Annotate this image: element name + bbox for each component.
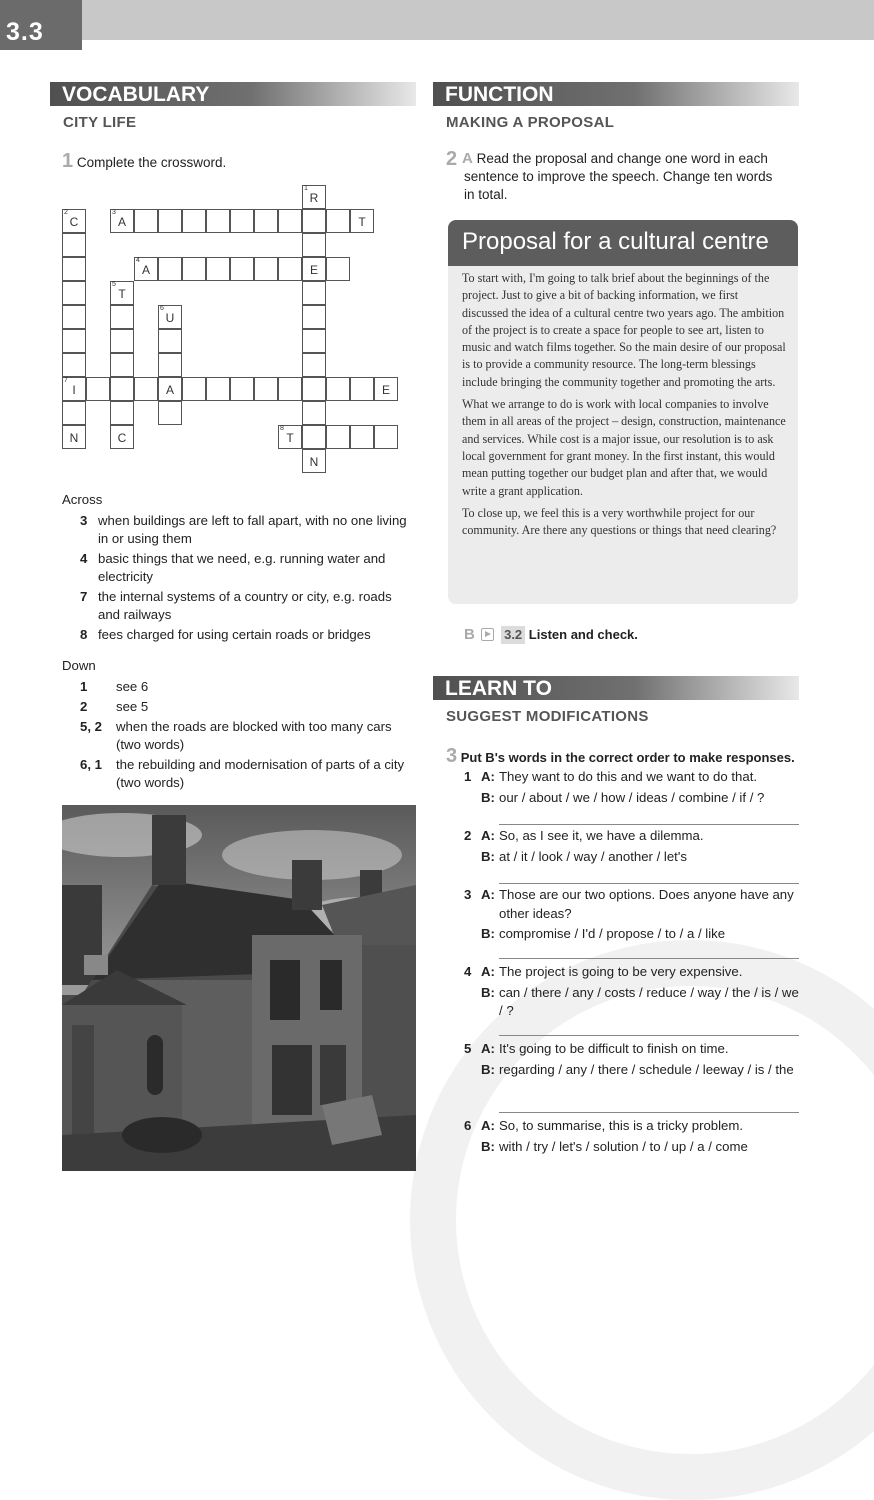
answer-line[interactable] xyxy=(499,1035,799,1036)
crossword-cell[interactable] xyxy=(62,209,86,233)
crossword-cell[interactable] xyxy=(158,209,182,233)
crossword-cell[interactable] xyxy=(302,425,326,449)
item-number: 2 xyxy=(464,828,472,843)
given-letter: A xyxy=(165,383,174,397)
item-number: 3 xyxy=(464,887,472,902)
crossword-cell[interactable] xyxy=(302,257,326,281)
across-clue xyxy=(62,550,412,586)
proposal-paragraph: To close up, we feel this is a very worthwhile project for our community. Are there any questions or things that need clearing? xyxy=(462,505,777,538)
crossword-cell[interactable] xyxy=(230,209,254,233)
crossword-cell[interactable] xyxy=(254,377,278,401)
speaker-a-line xyxy=(464,886,804,923)
crossword-cell[interactable] xyxy=(62,401,86,425)
speaker-a-text: So, as I see it, we have a dilemma. xyxy=(499,828,704,843)
crossword-cell[interactable] xyxy=(278,377,302,401)
answer-line[interactable] xyxy=(499,824,799,825)
speaker-b-words: can / there / any / costs / reduce / way / the / is / we / ? xyxy=(499,984,799,1018)
crossword-cell[interactable] xyxy=(110,401,134,425)
crossword-cell[interactable] xyxy=(230,257,254,281)
across-clues xyxy=(62,491,412,646)
crossword-cell[interactable] xyxy=(134,377,158,401)
given-letter: T xyxy=(358,215,366,229)
crossword-cell[interactable] xyxy=(254,257,278,281)
crossword-cell[interactable] xyxy=(62,281,86,305)
clue-number: 8 xyxy=(280,425,284,432)
speaker-a-label: A: xyxy=(481,1041,495,1056)
crossword-cell[interactable] xyxy=(302,185,326,209)
speaker-a-text: So, to summarise, this is a tricky problem. xyxy=(499,1118,744,1133)
vocabulary-subheading: CITY LIFE xyxy=(63,114,137,131)
crossword-cell[interactable] xyxy=(110,377,134,401)
crossword-cell[interactable] xyxy=(206,257,230,281)
audio-track-number: 3.2 xyxy=(501,626,525,644)
speaker-a-label: A: xyxy=(481,769,495,784)
speaker-b-label: B: xyxy=(481,984,495,1000)
crossword-cell[interactable] xyxy=(326,377,350,401)
clue-text: basic things that we need, e.g. running water and electricity xyxy=(98,551,386,584)
speaker-a-text: It's going to be difficult to finish on time. xyxy=(499,1041,729,1056)
speaker-b-words: with / try / let's / solution / to / up / a / come xyxy=(499,1138,748,1154)
crossword-cell[interactable] xyxy=(254,209,278,233)
given-letter: A xyxy=(141,263,150,277)
play-audio-icon[interactable] xyxy=(481,628,494,641)
crossword-cell[interactable] xyxy=(182,257,206,281)
crossword-cell[interactable] xyxy=(302,209,326,233)
exercise-number: 2 xyxy=(446,148,458,170)
clue-number: 3 xyxy=(80,513,88,528)
instruction-text: Complete the crossword. xyxy=(76,155,227,170)
speaker-a-line xyxy=(464,963,804,982)
crossword-cell[interactable] xyxy=(62,305,86,329)
speaker-a-text: Those are our two options. Does anyone have any other ideas? xyxy=(499,887,794,921)
dialogue-item xyxy=(464,827,804,866)
crossword-cell[interactable] xyxy=(302,377,326,401)
clue-text: fees charged for using certain roads or bridges xyxy=(98,627,371,642)
answer-line[interactable] xyxy=(499,958,799,959)
given-letter: I xyxy=(72,383,76,397)
vocabulary-heading: VOCABULARY xyxy=(50,82,416,106)
clue-number: 7 xyxy=(80,589,88,604)
crossword-cell[interactable] xyxy=(158,257,182,281)
clue-text: the rebuilding and modernisation of parts of a city (two words) xyxy=(116,757,405,790)
speaker-b-line xyxy=(464,925,804,944)
exercise-1-instruction xyxy=(62,150,226,173)
speaker-b-words: regarding / any / there / schedule / leeway / is / the xyxy=(499,1061,794,1077)
clue-text: the internal systems of a country or city, e.g. roads and railways xyxy=(98,589,392,622)
crossword-cell[interactable] xyxy=(350,377,374,401)
across-clue xyxy=(62,512,412,548)
crossword-cell[interactable] xyxy=(158,377,182,401)
clue-text: see 5 xyxy=(116,699,149,714)
clue-number: 5, 2 xyxy=(80,719,102,734)
dialogue-item xyxy=(464,1117,804,1156)
across-clue xyxy=(62,588,412,624)
speaker-a-line xyxy=(464,827,804,846)
speaker-b-label: B: xyxy=(481,848,495,864)
clue-text: when buildings are left to fall apart, with no one living in or using them xyxy=(98,513,407,546)
clue-text: when the roads are blocked with too many cars (two words) xyxy=(116,719,392,752)
exercise-number: 1 xyxy=(62,150,74,172)
crossword-cell[interactable] xyxy=(374,425,398,449)
crossword-cell[interactable] xyxy=(62,377,86,401)
decorative-circle xyxy=(410,940,874,1500)
learn-to-heading: LEARN TO xyxy=(433,676,799,700)
crossword-cell[interactable] xyxy=(302,449,326,473)
given-letter: T xyxy=(118,287,126,301)
crossword-cell[interactable] xyxy=(326,257,350,281)
down-clue xyxy=(62,698,412,716)
exercise-2a-instruction xyxy=(446,150,786,204)
crossword-cell[interactable] xyxy=(302,233,326,257)
proposal-text xyxy=(462,270,786,544)
given-letter: N xyxy=(309,455,319,469)
crossword-cell[interactable] xyxy=(302,353,326,377)
given-letter: C xyxy=(117,431,127,445)
speaker-a-text: The project is going to be very expensive. xyxy=(499,964,743,979)
crossword-cell[interactable] xyxy=(278,425,302,449)
crossword-cell[interactable] xyxy=(182,377,206,401)
down-label: Down xyxy=(62,658,96,673)
speaker-a-text: They want to do this and we want to do that. xyxy=(499,769,758,784)
clue-number: 2 xyxy=(64,209,68,216)
down-clue xyxy=(62,756,412,792)
item-number: 5 xyxy=(464,1041,472,1056)
dialogue-item xyxy=(464,1040,804,1079)
item-number: 6 xyxy=(464,1118,472,1133)
crossword-cell[interactable] xyxy=(182,209,206,233)
down-clues xyxy=(62,657,412,794)
speaker-a-line xyxy=(464,768,804,787)
speaker-b-words: compromise / I'd / propose / to / a / like xyxy=(499,926,726,941)
speaker-b-line xyxy=(464,789,804,808)
crossword-cell[interactable] xyxy=(62,233,86,257)
function-heading: FUNCTION xyxy=(433,82,799,106)
clue-number: 6, 1 xyxy=(80,757,102,772)
given-letter: R xyxy=(309,191,319,205)
clue-number: 5 xyxy=(112,281,116,288)
clue-number: 7 xyxy=(64,377,68,384)
speaker-b-line xyxy=(464,984,804,1021)
clue-number: 6 xyxy=(160,305,164,312)
crossword-cell[interactable] xyxy=(62,353,86,377)
crossword-cell[interactable] xyxy=(230,377,254,401)
crossword-cell[interactable] xyxy=(302,401,326,425)
given-letter: U xyxy=(165,311,175,325)
crossword-cell[interactable] xyxy=(326,425,350,449)
speaker-a-line xyxy=(464,1117,804,1136)
crossword-cell[interactable] xyxy=(302,281,326,305)
crossword-cell[interactable] xyxy=(134,257,158,281)
item-number: 1 xyxy=(464,769,472,784)
speaker-a-label: A: xyxy=(481,828,495,843)
across-clue xyxy=(62,626,412,644)
dialogue-item xyxy=(464,886,804,944)
down-clue xyxy=(62,678,412,696)
crossword-cell[interactable] xyxy=(158,353,182,377)
instruction-text: Put B's words in the correct order to make responses. xyxy=(460,750,795,765)
answer-line[interactable] xyxy=(499,883,799,884)
crossword-cell[interactable] xyxy=(302,329,326,353)
answer-line[interactable] xyxy=(499,1112,799,1113)
exercise-3-instruction xyxy=(446,745,795,768)
crossword-cell[interactable] xyxy=(278,257,302,281)
speaker-a-label: A: xyxy=(481,887,495,902)
speaker-b-line xyxy=(464,1138,804,1157)
proposal-title: Proposal for a cultural centre xyxy=(448,220,798,266)
clue-number: 1 xyxy=(304,185,308,192)
crossword-cell[interactable] xyxy=(350,425,374,449)
crossword-cell[interactable] xyxy=(110,209,134,233)
instruction-text: Read the proposal and change one word in each sentence to improve the speech. Change ten words in total. xyxy=(464,151,773,202)
top-bar xyxy=(0,0,874,40)
crossword-cell[interactable] xyxy=(206,377,230,401)
crossword-cell[interactable] xyxy=(86,377,110,401)
learn-to-subheading: SUGGEST MODIFICATIONS xyxy=(446,708,649,725)
exercise-letter: B xyxy=(464,626,475,643)
proposal-paragraph: To start with, I'm going to talk brief about the beginnings of the project. Just to give a bit of backing information, we first discussed the idea of a cultural centre two years ago. The ambition of the project is to create a space for people to see art, listen to music and watch films together. So the main desire of our proposal is to provide a community resource. The long-term blessings include bringing the community together and promoting the arts. xyxy=(462,271,786,389)
crossword-cell[interactable] xyxy=(110,329,134,353)
clue-number: 2 xyxy=(80,699,88,714)
item-number: 4 xyxy=(464,964,472,979)
given-letter: A xyxy=(117,215,126,229)
instruction-text: Listen and check. xyxy=(528,627,638,642)
clue-number: 1 xyxy=(80,679,88,694)
crossword-cell[interactable] xyxy=(206,209,230,233)
crossword-cell[interactable] xyxy=(62,257,86,281)
proposal-paragraph: What we arrange to do is work with local companies to involve them in all areas of the project – design, construction, maintenance and services. While cost is a major issue, our resolution is to ask local government for grant money. In the first instant, this would mean putting together our budget plan and after that, we would write a grant application. xyxy=(462,397,786,498)
exercise-number: 3 xyxy=(446,745,458,767)
crossword-cell[interactable] xyxy=(110,305,134,329)
given-letter: E xyxy=(381,383,390,397)
given-letter: E xyxy=(309,263,318,277)
speaker-b-line xyxy=(464,848,804,867)
speaker-b-line xyxy=(464,1061,804,1080)
speaker-b-label: B: xyxy=(481,1061,495,1077)
exercise-2b-instruction xyxy=(464,626,638,644)
crossword-cell[interactable] xyxy=(110,425,134,449)
crossword-cell[interactable] xyxy=(134,209,158,233)
speaker-b-words: our / about / we / how / ideas / combine / if / ? xyxy=(499,789,765,805)
clue-number: 3 xyxy=(112,209,116,216)
derelict-house-photo xyxy=(62,805,416,1171)
crossword-cell[interactable] xyxy=(158,305,182,329)
crossword-cell[interactable] xyxy=(110,281,134,305)
crossword-cell[interactable] xyxy=(62,329,86,353)
crossword-cell[interactable] xyxy=(350,209,374,233)
dialogue-item xyxy=(464,963,804,1021)
across-label: Across xyxy=(62,492,103,507)
clue-number: 4 xyxy=(80,551,88,566)
crossword-cell[interactable] xyxy=(62,425,86,449)
given-letter: N xyxy=(69,431,79,445)
down-clue xyxy=(62,718,412,754)
speaker-a-line xyxy=(464,1040,804,1059)
speaker-b-words: at / it / look / way / another / let's xyxy=(499,848,687,864)
speaker-b-label: B: xyxy=(481,1138,495,1154)
speaker-b-label: B: xyxy=(481,926,495,941)
given-letter: T xyxy=(286,431,294,445)
speaker-b-label: B: xyxy=(481,789,495,805)
given-letter: C xyxy=(69,215,79,229)
crossword-cell[interactable] xyxy=(326,209,350,233)
crossword-cell[interactable] xyxy=(110,353,134,377)
speaker-a-label: A: xyxy=(481,1118,495,1133)
crossword-cell[interactable] xyxy=(278,209,302,233)
dialogue-item xyxy=(464,768,804,807)
crossword-cell[interactable] xyxy=(158,329,182,353)
exercise-letter: A xyxy=(462,150,473,167)
clue-number: 8 xyxy=(80,627,88,642)
crossword-cell[interactable] xyxy=(158,401,182,425)
crossword-cell[interactable] xyxy=(374,377,398,401)
clue-number: 4 xyxy=(136,257,140,264)
speaker-a-label: A: xyxy=(481,964,495,979)
unit-number: 3.3 xyxy=(0,0,82,50)
function-subheading: MAKING A PROPOSAL xyxy=(446,114,615,131)
crossword-cell[interactable] xyxy=(302,305,326,329)
clue-text: see 6 xyxy=(116,679,149,694)
